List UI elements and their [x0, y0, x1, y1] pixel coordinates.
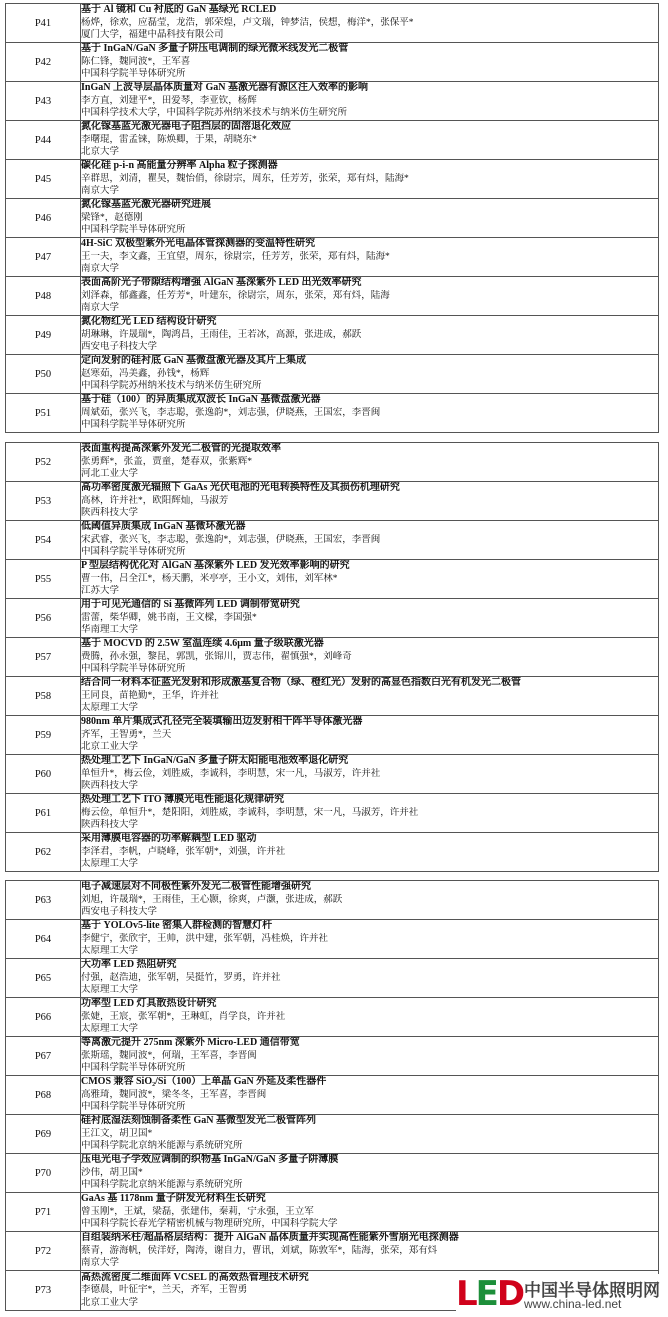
paper-authors: 张斯瑶，魏同波*，何瑞，王军喜，李晋闽 [81, 1050, 257, 1061]
poster-entry [81, 355, 659, 394]
paper-authors: 高雅琦，魏同波*，梁冬冬，王军喜，李晋闽 [81, 1089, 267, 1100]
poster-entry [81, 121, 659, 160]
paper-authors: 沙伟，胡卫国* [81, 1167, 143, 1178]
logo-site-name: 中国半导体照明网 [524, 1281, 660, 1301]
poster-entry [81, 599, 659, 638]
table-row [6, 716, 659, 755]
table-row [6, 160, 659, 199]
paper-authors: 李曙琨，雷孟铼，陈焕卿，于果，胡晓东* [81, 134, 257, 145]
table-row [6, 1115, 659, 1154]
paper-title: 大功率 LED 热阻研究 [81, 959, 177, 971]
table-row [6, 638, 659, 677]
paper-title: 基于硅（100）的异质集成双波长 InGaN 基微盘激光器 [81, 394, 321, 406]
poster-code: P53 [6, 482, 81, 521]
paper-title: 硅衬底湿法刻蚀制备柔性 GaN 基微型发光二极管阵列 [81, 1115, 316, 1127]
poster-entry [81, 521, 659, 560]
paper-affiliation: 中国科学院半导体研究所 [81, 1102, 186, 1113]
poster-entry [81, 716, 659, 755]
paper-affiliation: 中国科学院北京纳米能源与系统研究所 [81, 1180, 243, 1191]
paper-affiliation: 河北工业大学 [81, 469, 139, 480]
paper-affiliation: 太原理工大学 [81, 946, 139, 957]
paper-affiliation: 中国科学院苏州纳米技术与纳米仿生研究所 [81, 381, 262, 392]
table-row [6, 482, 659, 521]
poster-entry [81, 794, 659, 833]
table-row [6, 4, 659, 43]
paper-affiliation: 太原理工大学 [81, 859, 139, 870]
table-row [6, 277, 659, 316]
table-row [6, 881, 659, 920]
paper-title: 基于 YOLOv5-lite 密集人群检测的智慧灯杆 [81, 920, 273, 932]
paper-title: 功率型 LED 灯具散热设计研究 [81, 998, 217, 1010]
paper-title: 氮化镓基蓝光激光器电子阻挡层的固溶退化效应 [81, 121, 291, 133]
paper-title: 采用薄膜电容器的功率解耦型 LED 驱动 [81, 833, 257, 845]
paper-authors: 张婕，王宸，张军朝*，王琳虹，肖学良，许并社 [81, 1011, 286, 1022]
poster-code: P59 [6, 716, 81, 755]
poster-code: P62 [6, 833, 81, 872]
paper-authors: 单恒升*，梅云俭，刘胜威，李诚科，李明慧，宋一凡，马淑芳，许并社 [81, 768, 381, 779]
poster-entry [81, 1115, 659, 1154]
paper-affiliation: 江苏大学 [81, 586, 120, 597]
table-row [6, 677, 659, 716]
poster-entry [81, 394, 659, 433]
paper-title: 结合同一材料本征蓝光发射和形成激基复合物（绿、橙红光）发射的高显色指数白光有机发光二极管 [81, 677, 521, 689]
paper-title: 氮化物红光 LED 结构设计研究 [81, 316, 217, 328]
paper-affiliation: 中国科学院半导体研究所 [81, 69, 186, 80]
paper-title: 高热流密度二维面阵 VCSEL 的高效热管理技术研究 [81, 1271, 309, 1283]
poster-code: P60 [6, 755, 81, 794]
poster-code: P52 [6, 443, 81, 482]
table-row [6, 82, 659, 121]
paper-title: 热处理工艺下 InGaN/GaN 多量子阱太阳能电池效率退化研究 [81, 755, 349, 767]
poster-code: P43 [6, 82, 81, 121]
paper-affiliation: 中国科学院半导体研究所 [81, 1063, 186, 1074]
logo-site-url: www.china-led.net [524, 1297, 622, 1311]
poster-entry [81, 560, 659, 599]
poster-entry [81, 443, 659, 482]
paper-authors: 李泽君，李帆，卢晓峰，张军朝*，刘强，许并社 [81, 846, 286, 857]
poster-code: P70 [6, 1154, 81, 1193]
poster-code: P50 [6, 355, 81, 394]
poster-code: P44 [6, 121, 81, 160]
table-row [6, 794, 659, 833]
table-row [6, 199, 659, 238]
paper-affiliation: 中国科学院半导体研究所 [81, 547, 186, 558]
table-row [6, 959, 659, 998]
table-row [6, 355, 659, 394]
paper-authors: 雷蕾，柴华卿，姚书南，王文樑，李国强* [81, 612, 257, 623]
paper-affiliation: 中国科学院北京纳米能源与系统研究所 [81, 1141, 243, 1152]
poster-code: P58 [6, 677, 81, 716]
paper-title: 低阈值异质集成 InGaN 基微环激光器 [81, 521, 246, 533]
poster-entry [81, 755, 659, 794]
table-row [6, 1193, 659, 1232]
table-row [6, 394, 659, 433]
paper-authors: 梅云俭，单恒升*，楚阳阳，刘胜威，李诚科，李明慧，宋一凡，马淑芳，许并社 [81, 807, 419, 818]
poster-entry [81, 4, 659, 43]
table-row [6, 920, 659, 959]
table-row [6, 121, 659, 160]
paper-authors: 蔡青，游海帆，侯洋妤，陶涛，谢自力，曹讯，刘斌，陈敦军*，陆海，张荣，郑有炓 [81, 1245, 438, 1256]
paper-affiliation: 南京大学 [81, 264, 120, 275]
poster-code: P73 [6, 1271, 81, 1311]
paper-affiliation: 南京大学 [81, 1258, 120, 1269]
paper-authors: 陈仁锋，魏同波*，王军喜 [81, 56, 191, 67]
poster-entry [81, 1193, 659, 1232]
paper-affiliation: 太原理工大学 [81, 985, 139, 996]
poster-code: P64 [6, 920, 81, 959]
poster-code: P55 [6, 560, 81, 599]
poster-entry [81, 43, 659, 82]
paper-title: 高功率密度激光辐照下 GaAs 光伏电池的光电转换特性及其损伤机理研究 [81, 482, 400, 494]
paper-affiliation: 中国科学技术大学，中国科学院苏州纳米技术与纳米仿生研究所 [81, 108, 348, 119]
poster-code: P48 [6, 277, 81, 316]
paper-authors: 付强，赵浩迪，张军朝，吴挺竹，罗勇，许并社 [81, 972, 281, 983]
table-row [6, 443, 659, 482]
paper-authors: 刘旭，许晟瑞*，王雨佳，王心颢，徐爽，卢灏，张进成，郝跃 [81, 894, 343, 905]
paper-title: 基于 InGaN/GaN 多量子阱压电调制的绿光微米线发光二极管 [81, 43, 349, 55]
poster-entry [81, 316, 659, 355]
table-row [6, 833, 659, 872]
poster-entry [81, 959, 659, 998]
paper-title: 氮化镓基蓝光激光器研究进展 [81, 199, 211, 211]
paper-title: 压电光电子学效应调制的织物基 InGaN/GaN 多量子阱薄膜 [81, 1154, 339, 1166]
paper-title: 等离激元提升 275nm 深紫外 Micro-LED 通信带宽 [81, 1037, 300, 1049]
table-row [6, 316, 659, 355]
paper-authors: 胡琳琳，许晟瑞*，陶鸿昌，王雨佳，王若冰，高源，张进成，郝跃 [81, 329, 362, 340]
poster-entry [81, 1037, 659, 1076]
poster-code: P67 [6, 1037, 81, 1076]
table-row [6, 1232, 659, 1271]
paper-title: 热处理工艺下 ITO 薄膜光电性能退化规律研究 [81, 794, 285, 806]
poster-entry [81, 82, 659, 121]
poster-code: P45 [6, 160, 81, 199]
poster-code: P57 [6, 638, 81, 677]
paper-affiliation: 陕西科技大学 [81, 508, 139, 519]
paper-affiliation: 华南理工大学 [81, 625, 139, 636]
paper-affiliation: 西安电子科技大学 [81, 907, 158, 918]
poster-table-1 [5, 3, 659, 433]
paper-authors: 曹一伟，吕全江*，杨天鹏，米亭亭，王小文，刘伟，刘军林* [81, 573, 338, 584]
paper-affiliation: 中国科学院长春光学精密机械与物理研究所，中国科学院大学 [81, 1219, 338, 1230]
poster-code: P68 [6, 1076, 81, 1115]
poster-code: P49 [6, 316, 81, 355]
poster-code: P46 [6, 199, 81, 238]
paper-title: CMOS 兼容 SiO₂/Si（100）上单晶 GaN 外延及柔性器件 [81, 1076, 327, 1088]
site-watermark-logo [456, 1274, 664, 1314]
paper-authors: 高林，许并社*，欧阳辉灿，马淑芳 [81, 495, 229, 506]
paper-authors: 王一夫，李文鑫，王宜望，周东，徐尉宗，任芳芳，张荣，郑有炓，陆海* [81, 251, 390, 262]
paper-authors: 周斌茹，张兴飞，李志聪，张逸韵*，刘志强，伊晓燕，王国宏，李晋闽 [81, 407, 381, 418]
table-row [6, 1037, 659, 1076]
paper-affiliation: 北京大学 [81, 147, 120, 158]
paper-title: 自组装纳米柱/超晶格层结构：提升 AlGaN 晶体质量并实现高性能紫外雪崩光电探测器 [81, 1232, 459, 1244]
paper-authors: 李健宁，张欣宇，王帅，洪中建，张军朝，冯桂焕，许并社 [81, 933, 329, 944]
paper-title: 表面高阶光子带隙结构增强 AlGaN 基深紫外 LED 出光效率研究 [81, 277, 362, 289]
poster-code: P61 [6, 794, 81, 833]
paper-affiliation: 太原理工大学 [81, 1024, 139, 1035]
paper-title: 电子减速层对不同极性紫外发光二极管性能增强研究 [81, 881, 311, 893]
paper-authors: 辛群思，刘清，瞿昊，魏怡俏，徐尉宗，周东，任芳芳，张荣，郑有炓，陆海* [81, 173, 409, 184]
paper-title: InGaN 上波导层晶体质量对 GaN 基激光器有源区注入效率的影响 [81, 82, 368, 94]
paper-authors: 张勇辉*，张盖，贾童，楚春双，张紫辉* [81, 456, 253, 467]
paper-authors: 李方直，刘建平*，田爱琴，李亚钦，杨辉 [81, 95, 257, 106]
poster-code: P47 [6, 238, 81, 277]
paper-affiliation: 北京工业大学 [81, 1297, 139, 1308]
poster-entry [81, 1232, 659, 1271]
paper-affiliation: 中国科学院半导体研究所 [81, 225, 186, 236]
poster-entry [81, 160, 659, 199]
paper-affiliation: 陕西科技大学 [81, 781, 139, 792]
paper-affiliation: 太原理工大学 [81, 703, 139, 714]
table-row [6, 1154, 659, 1193]
poster-table-2 [5, 442, 659, 872]
paper-authors: 李德晨，叶征宇*，兰天，齐军，王智勇 [81, 1285, 248, 1296]
table-row [6, 238, 659, 277]
poster-code: P65 [6, 959, 81, 998]
paper-affiliation: 北京工业大学 [81, 742, 139, 753]
paper-title: 定向发射的硅衬底 GaN 基微盘激光器及其片上集成 [81, 355, 306, 367]
poster-code: P71 [6, 1193, 81, 1232]
paper-affiliation: 厦门大学，福建中晶科技有限公司 [81, 30, 224, 41]
poster-entry [81, 238, 659, 277]
paper-affiliation: 南京大学 [81, 303, 120, 314]
poster-entry [81, 277, 659, 316]
table-row [6, 43, 659, 82]
poster-entry [81, 1154, 659, 1193]
poster-code: P66 [6, 998, 81, 1037]
paper-title: 表面重构提高深紫外发光二极管的光提取效率 [81, 443, 281, 455]
poster-entry [81, 1076, 659, 1115]
table-row [6, 1076, 659, 1115]
poster-code: P41 [6, 4, 81, 43]
poster-entry [81, 482, 659, 521]
poster-entry [81, 920, 659, 959]
poster-code: P54 [6, 521, 81, 560]
paper-authors: 王江文，胡卫国* [81, 1128, 153, 1139]
paper-affiliation: 南京大学 [81, 186, 120, 197]
poster-code: P42 [6, 43, 81, 82]
paper-affiliation: 西安电子科技大学 [81, 342, 158, 353]
poster-entry [81, 638, 659, 677]
paper-authors: 宋武睿，张兴飞，李志聪，张逸韵*，刘志强，伊晓燕，王国宏，李晋闽 [81, 534, 381, 545]
poster-code: P63 [6, 881, 81, 920]
paper-title: 用于可见光通信的 Si 基微阵列 LED 调制带宽研究 [81, 599, 300, 611]
paper-affiliation: 中国科学院半导体研究所 [81, 664, 186, 675]
paper-title: 基于 MOCVD 的 2.5W 室温连续 4.6μm 量子级联激光器 [81, 638, 324, 650]
table-row [6, 560, 659, 599]
poster-entry [81, 998, 659, 1037]
paper-authors: 梁锋*，赵德刚 [81, 212, 143, 223]
paper-title: 碳化硅 p-i-n 高能量分辨率 Alpha 粒子探测器 [81, 160, 278, 172]
paper-affiliation: 中国科学院半导体研究所 [81, 420, 186, 431]
paper-authors: 王同良，苗艳勤*，王华，许并社 [81, 690, 219, 701]
poster-code: P51 [6, 394, 81, 433]
poster-entry [81, 199, 659, 238]
poster-code: P69 [6, 1115, 81, 1154]
paper-authors: 曾玉刚*，王斌，梁磊，张建伟，秦莉，宁永强，王立军 [81, 1206, 314, 1217]
paper-title: P 型层结构优化对 AlGaN 基深紫外 LED 发光效率影响的研究 [81, 560, 350, 572]
paper-authors: 赵寒茹，冯美鑫，孙钱*，杨辉 [81, 368, 210, 379]
paper-authors: 齐军，王智勇*，兰天 [81, 729, 172, 740]
poster-entry [81, 677, 659, 716]
paper-title: 4H-SiC 双极型紫外光电晶体管探测器的变温特性研究 [81, 238, 316, 250]
table-row [6, 998, 659, 1037]
table-row [6, 599, 659, 638]
led-logo-icon: LED [456, 1274, 524, 1314]
paper-authors: 刘泽森，郁鑫鑫，任芳芳*，叶建东，徐尉宗，周东，张荣，郑有炓，陆海 [81, 290, 390, 301]
paper-authors: 费腾，孙永强，黎昆，郭凯，张锦川，贾志伟，翟慎强*，刘峰奇 [81, 651, 352, 662]
poster-table-3 [5, 880, 659, 1314]
paper-title: 基于 Al 镜和 Cu 衬底的 GaN 基绿光 RCLED [81, 4, 277, 16]
paper-affiliation: 陕西科技大学 [81, 820, 139, 831]
table-row [6, 521, 659, 560]
paper-authors: 杨烨，徐欢，应磊莹，龙浩，郭荣煌，卢文瑞，钟梦洁，侯想，梅洋*，张保平* [81, 17, 414, 28]
paper-title: GaAs 基 1178nm 量子阱发光材料生长研究 [81, 1193, 266, 1205]
poster-entry [81, 833, 659, 872]
poster-code: P72 [6, 1232, 81, 1271]
table-row [6, 755, 659, 794]
poster-entry [81, 881, 659, 920]
poster-code: P56 [6, 599, 81, 638]
paper-title: 980nm 单片集成式孔径完全装填输出边发射相干阵半导体激光器 [81, 716, 363, 728]
